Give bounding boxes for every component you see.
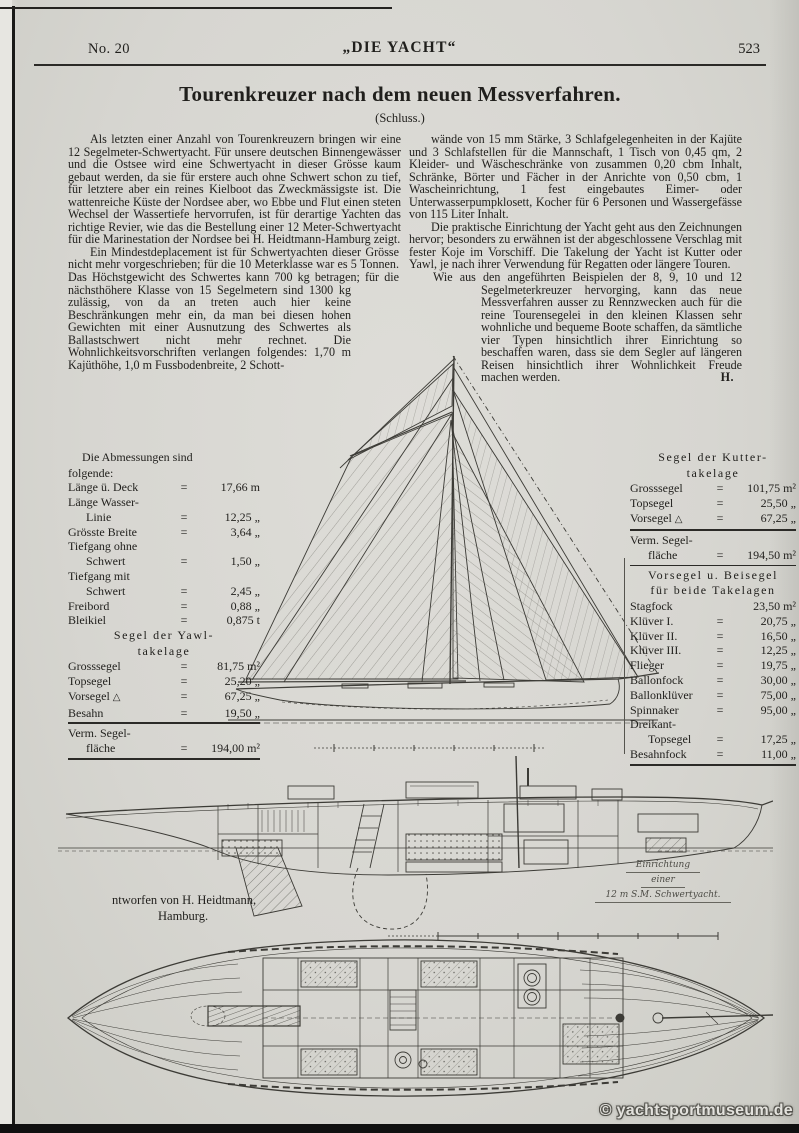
table-row: Ballonklüver = 75,00 „	[630, 687, 796, 702]
table-row: Klüver I. = 20,75 „	[630, 613, 796, 628]
article-subtitle: (Schluss.)	[375, 111, 425, 125]
table-row: Vorsegel △ = 67,25 „	[630, 510, 796, 525]
paragraph: wände von 15 mm Stärke, 3 Schlafgelegenheiten in der Kajüte und 3 Schlafstellen für die Mannschaft, 1 Tisch von 0,45 qm, 2 Kleider- und Wäscheschränke von zusammen 0,20 cbm Inhalt, Schränke, Börter und Fächer in der Anrichte von 0,50 cbm, 1 Wascheinrichtung, 1 fest eingebautes Eimer- oder Unterwasserpumpklosett, Kocher für 6 Personen und Wassergefässe von 115 Liter Inhalt.	[409, 132, 742, 222]
table-row: Länge ü. Deck = 17,66 m	[68, 480, 260, 495]
table-row: Linie = 12,25 „	[86, 509, 260, 524]
table-row: Vorsegel △ = 67,25 „	[68, 688, 260, 703]
table-heading: Die Abmessungen sind	[82, 450, 193, 464]
watermark: © yachtsportmuseum.de	[599, 1102, 793, 1119]
paragraph: Die praktische Einrichtung der Yacht geht aus den Zeichnungen hervor; besonders zu erwähnen ist der abgeschlossene Verschlag mit fester Koje im Vorschiff. Die Takelung der Yacht ist Kutter oder Yawl, je nach ihrer Verwendung für Regatten oder längere Touren.	[409, 219, 742, 272]
dimensions-table	[68, 450, 260, 762]
table-rule	[630, 565, 796, 566]
handwritten-note: Einrichtung einer 12 m S.M. Schwertyacht.	[584, 858, 742, 903]
table-row: Topsegel = 25,50 „	[630, 495, 796, 510]
table-row: Besahnfock = 11,00 „	[630, 746, 796, 761]
paragraph: Als letzten einer Anzahl von Tourenkreuzern bringen wir eine 12 Segelmeter-Schwertyacht. Für unsere deutschen Binnengewässer und die Ostsee wird eine Schwertyacht in dieser Grösse kaum gebaut werden, da sie für erstere auch ohne Schwert schon zu tief, für letztere aber ein reines Kielboot das Zweckmässigste ist. Die wattenreiche Küste der Nordsee aber, wo Ebbe und Flut einen steten Wechsel der Wassertiefe hervorrufen, ist für derartige Yachten das richtige Revier, wie das die Bestellung einer 12 Meter-Schwertyacht für die Marinestation der Nordsee bei H. Heidtmann-Hamburg zeigt.	[68, 132, 401, 247]
table-row: Verm. Segel-	[68, 726, 131, 741]
designer-caption-line: ntworfen von H. Heidtmann,	[112, 893, 257, 907]
right-text-column	[409, 133, 742, 396]
table-row: Verm. Segel-	[630, 533, 693, 548]
table-row: Tiefgang ohne	[68, 539, 138, 554]
yawl-table-heading: takelage	[137, 643, 191, 658]
header-rule	[34, 64, 766, 66]
triangle-icon: △	[674, 513, 683, 525]
issue-number: No. 20	[88, 41, 130, 57]
table-row: Schwert = 2,45 „	[86, 583, 260, 598]
extra-sails-heading: für beide Takelagen	[650, 583, 776, 598]
table-row: Schwert = 1,50 „	[86, 554, 260, 569]
left-text-column	[68, 133, 401, 416]
yawl-table-heading: Segel der Yawl-	[113, 628, 215, 643]
table-row: fläche = 194,50 m²	[648, 548, 796, 563]
scan-edge-bottom	[0, 1124, 799, 1133]
table-divider-line	[624, 558, 625, 754]
page-edge-top	[0, 7, 392, 9]
table-row: Grosssegel = 81,75 m²	[68, 659, 260, 674]
table-row: Ballonfock = 30,00 „	[630, 672, 796, 687]
table-row: Grösste Breite = 3,64 „	[68, 524, 260, 539]
page-edge-line	[12, 6, 15, 1133]
table-row: Klüver III. = 12,25 „	[630, 643, 796, 658]
table-row: fläche = 194,00 m²	[86, 741, 260, 756]
article-title: Tourenkreuzer nach dem neuen Messverfahren.	[179, 82, 621, 106]
table-row: Bleikiel = 0,875 t	[68, 613, 260, 628]
table-rule	[630, 529, 796, 531]
table-row: Flieger = 19,75 „	[630, 658, 796, 673]
table-row: Besahn = 19,50 „	[68, 705, 260, 720]
table-row: Topsegel = 17,25 „	[648, 732, 796, 747]
extra-sails-heading: Vorsegel u. Beisegel	[647, 567, 779, 582]
page-number: 523	[738, 41, 760, 57]
table-row: Topsegel = 25,20 „	[68, 674, 260, 689]
scan-edge-left	[0, 0, 12, 1133]
table-row: Tiefgang mit	[68, 569, 130, 584]
table-row: Klüver II. = 16,50 „	[630, 628, 796, 643]
table-row: Grosssegel = 101,75 m²	[630, 481, 796, 495]
kutter-table-heading: Segel der Kutter-	[658, 450, 768, 464]
kutter-table-heading: takelage	[686, 465, 740, 480]
table-row: Spinnaker = 95,00 „	[630, 702, 796, 717]
author-initial: H.	[720, 370, 734, 385]
designer-caption	[112, 892, 256, 924]
paragraph: Wie aus den angeführten Beispielen der 8, 9, 10 und 12 Segelmeterkreuzer hervorging, kann das neue Messverfahren ausser zu Rennzwecken auch für die reine Tourensegelei in den kleinen Klassen sehr wohnliche und bequeme Boote schaffen, da sämtliche vier Typen hinsichtlich ihrer Einrichtung so beschaffen waren, dass sie dem Segler auf längeren Reisen hinsichtlich ihrer Wohnlichkeit Freude machen werden. H.	[433, 270, 742, 385]
table-heading: folgende:	[68, 465, 114, 480]
table-row: Länge Wasser-	[68, 495, 139, 510]
paragraph: Ein Mindestdeplacement ist für Schwertyachten dieser Grösse nicht mehr vorgeschrieben; für die 10 Meterklasse war es 5 Tonnen. Das Höchstgewicht des Schwertes kann 700 kg betragen; für die nächsthöhere Klasse von 15 Segelmetern sind 1300 kg zulässig, von da an treten auch hier keine Beschränkungen mehr ein, da man bei diesen hohen Gewichten mit einer Ausnutzung des Schwertes als Ballastschwert nicht mehr rechnet. Die Wohnlichkeitsvorschriften verlangen folgendes: 1,70 m Kajüthöhe, 1,0 m Fussbodenbreite, 2 Schott-	[68, 244, 399, 372]
table-row: Stagfock 23,50 m²	[630, 598, 796, 613]
table-rule	[68, 722, 260, 724]
journal-title: „DIE YACHT“	[342, 39, 457, 56]
deck-plan-drawing	[58, 928, 773, 1108]
kutter-table	[630, 450, 796, 768]
designer-caption-line: Hamburg.	[158, 909, 209, 923]
table-row: Freibord = 0,88 „	[68, 598, 260, 613]
table-row: Dreikant-	[630, 717, 676, 732]
triangle-icon: △	[112, 691, 121, 703]
